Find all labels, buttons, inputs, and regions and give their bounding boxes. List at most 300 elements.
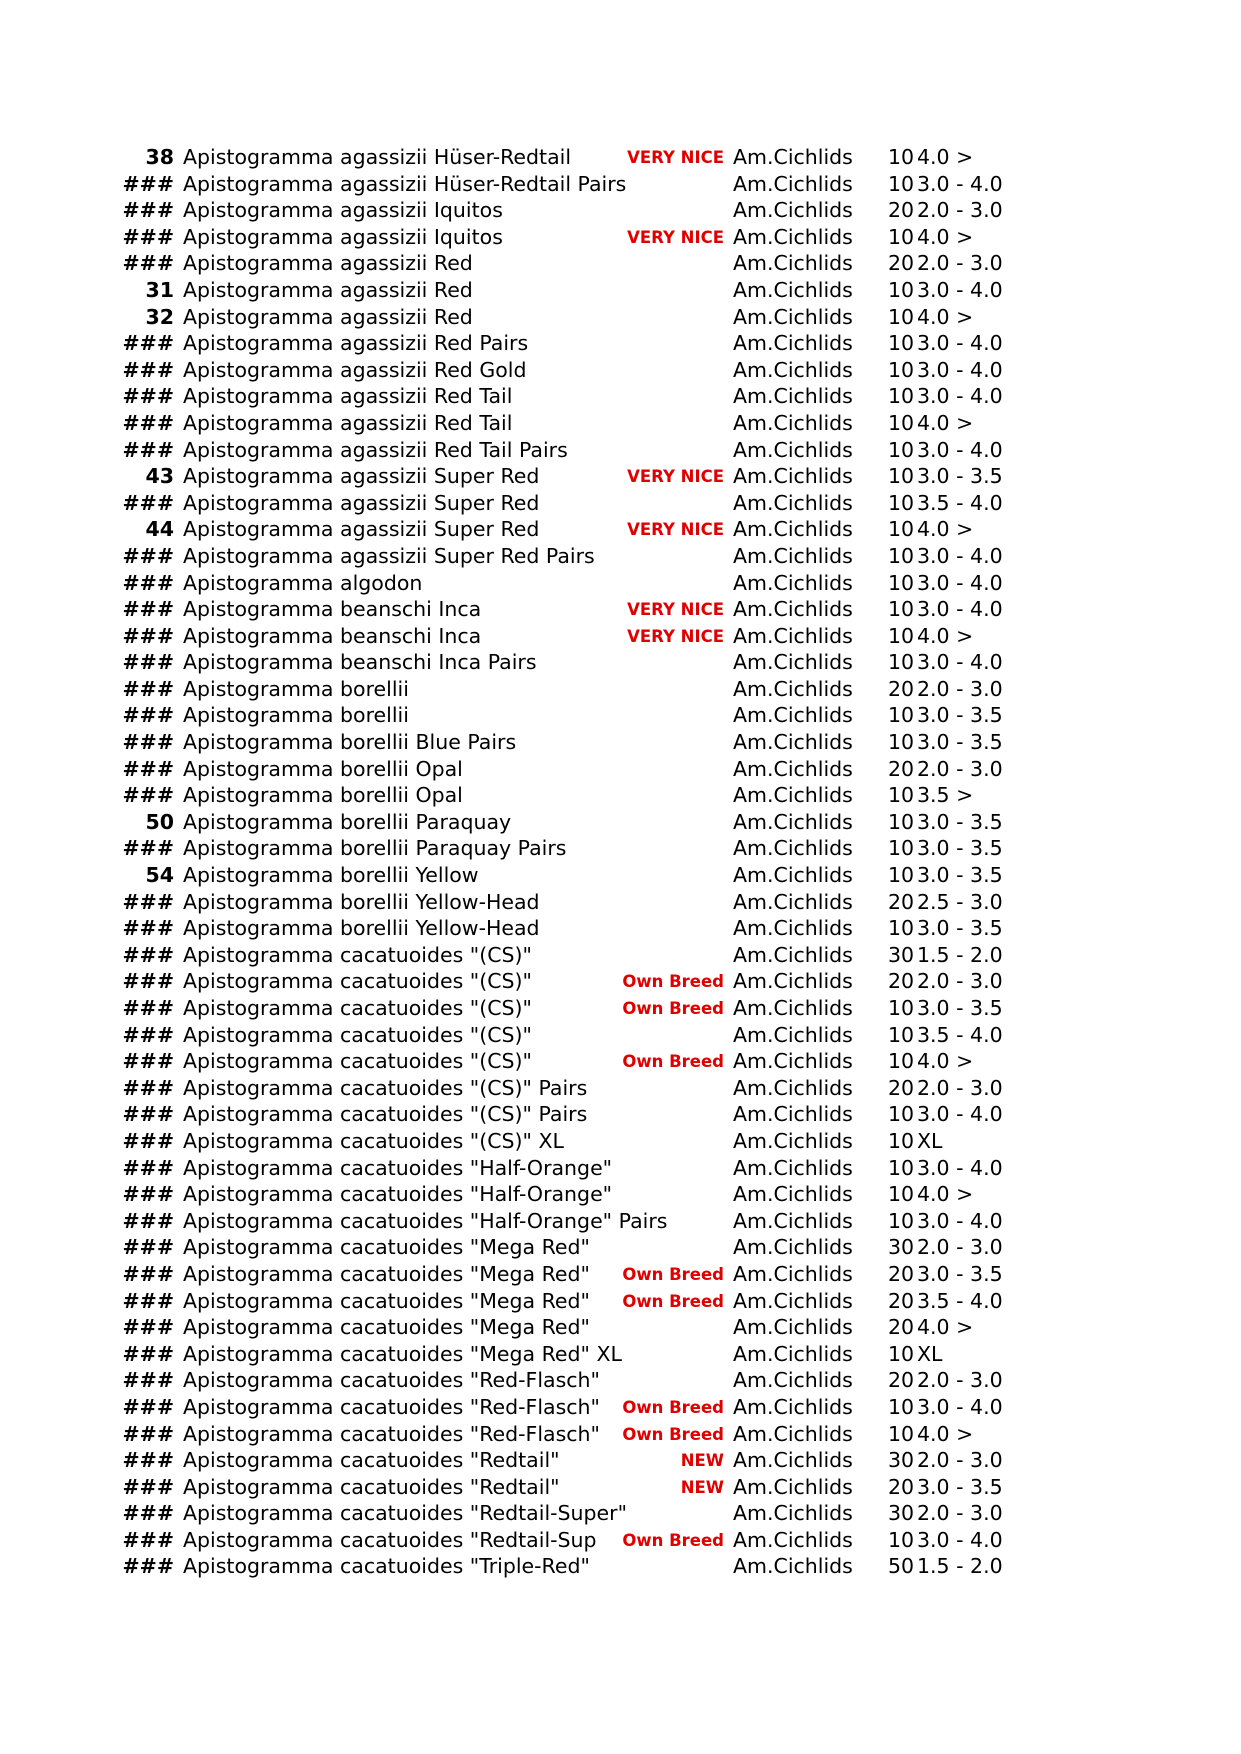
- size-range: 2.0 - 3.0: [917, 1448, 1003, 1473]
- category-label: Am.Cichlids: [733, 1474, 853, 1499]
- size-range: 3.0 - 4.0: [917, 570, 1003, 595]
- quantity: 20: [888, 1288, 915, 1313]
- item-code: 43: [145, 464, 174, 489]
- species-name: Apistogramma borellii Yellow-Head: [183, 889, 540, 914]
- quantity: 50: [888, 1554, 915, 1579]
- list-row: [0, 1314, 1241, 1341]
- size-range: 3.0 - 4.0: [917, 543, 1003, 568]
- size-range: 4.0 >: [917, 1049, 974, 1074]
- quantity: 10: [888, 1182, 915, 1207]
- species-name: Apistogramma cacatuoides "Mega Red": [183, 1235, 590, 1260]
- size-range: 3.0 - 4.0: [917, 1394, 1003, 1419]
- size-range: 3.0 - 4.0: [917, 1208, 1003, 1233]
- size-range: 3.0 - 4.0: [917, 1155, 1003, 1180]
- species-name: Apistogramma agassizii Iquitos: [183, 198, 503, 223]
- quantity: 10: [888, 145, 915, 169]
- list-row: [0, 702, 1241, 729]
- category-label: Am.Cichlids: [733, 1261, 853, 1286]
- category-label: Am.Cichlids: [733, 570, 853, 595]
- size-range: 4.0 >: [917, 517, 974, 542]
- category-label: Am.Cichlids: [733, 437, 853, 462]
- list-row: [0, 1288, 1241, 1315]
- species-name: Apistogramma agassizii Red: [183, 277, 473, 302]
- category-label: Am.Cichlids: [733, 1527, 853, 1552]
- species-name: Apistogramma cacatuoides "(CS)" Pairs: [183, 1102, 588, 1127]
- species-name: Apistogramma cacatuoides "(CS)" XL: [183, 1128, 564, 1153]
- quality-tag: NEW: [680, 1451, 724, 1471]
- size-range: 2.5 - 3.0: [917, 889, 1003, 914]
- item-code: ###: [122, 836, 174, 861]
- size-range: 4.0 >: [917, 410, 974, 435]
- quality-tag: VERY NICE: [627, 600, 724, 620]
- quantity: 10: [888, 171, 915, 196]
- quantity: 20: [888, 1474, 915, 1499]
- species-name: Apistogramma cacatuoides "Mega Red": [183, 1315, 590, 1340]
- size-range: 4.0 >: [917, 1315, 974, 1340]
- item-code: 50: [145, 809, 174, 834]
- quantity: 30: [888, 1448, 915, 1473]
- item-code: ###: [122, 1102, 174, 1127]
- quality-tag: VERY NICE: [627, 148, 724, 167]
- species-name: Apistogramma borellii: [183, 676, 409, 701]
- list-row: [0, 889, 1241, 916]
- item-code: ###: [122, 996, 174, 1020]
- quantity: 10: [888, 1155, 915, 1180]
- size-range: 2.0 - 3.0: [917, 1368, 1003, 1393]
- list-row: [0, 676, 1241, 703]
- item-code: ###: [122, 1288, 174, 1313]
- item-code: ###: [122, 331, 174, 356]
- quality-tag: VERY NICE: [627, 626, 724, 646]
- size-range: 3.0 - 4.0: [917, 1527, 1003, 1552]
- item-code: ###: [122, 889, 174, 914]
- species-name: Apistogramma cacatuoides "Mega Red": [183, 1288, 590, 1313]
- quality-tag: Own Breed: [622, 972, 724, 992]
- size-range: 3.0 - 4.0: [917, 171, 1003, 196]
- species-name: Apistogramma agassizii Red: [183, 251, 473, 276]
- item-code: ###: [122, 1315, 174, 1340]
- category-label: Am.Cichlids: [733, 464, 853, 489]
- species-name: Apistogramma agassizii Red Gold: [183, 357, 527, 382]
- quantity: 20: [888, 969, 915, 994]
- list-row: [0, 410, 1241, 437]
- species-name: Apistogramma agassizii Super Red: [183, 464, 540, 489]
- quality-tag: Own Breed: [622, 1424, 724, 1444]
- list-row: [0, 437, 1241, 464]
- species-name: Apistogramma borellii Yellow-Head: [183, 916, 540, 941]
- list-row: [0, 1367, 1241, 1394]
- quantity: 10: [888, 1208, 915, 1233]
- species-name: Apistogramma beanschi Inca Pairs: [183, 650, 537, 675]
- category-label: Am.Cichlids: [733, 676, 853, 701]
- quantity: 10: [888, 730, 915, 755]
- quantity: 10: [888, 1049, 915, 1074]
- category-label: Am.Cichlids: [733, 650, 853, 675]
- size-range: 2.0 - 3.0: [917, 1235, 1003, 1260]
- species-name: Apistogramma agassizii Red Tail Pairs: [183, 437, 568, 462]
- species-name: Apistogramma cacatuoides "Redtail-Sup: [183, 1527, 597, 1552]
- category-label: Am.Cichlids: [733, 331, 853, 356]
- quantity: 10: [888, 410, 915, 435]
- category-label: Am.Cichlids: [733, 916, 853, 941]
- category-label: Am.Cichlids: [733, 703, 853, 728]
- species-name: Apistogramma borellii Paraquay Pairs: [183, 836, 567, 861]
- category-label: Am.Cichlids: [733, 1155, 853, 1180]
- fish-stock-list: [0, 144, 1241, 1580]
- size-range: 3.0 - 3.5: [917, 916, 1003, 941]
- species-name: Apistogramma cacatuoides "(CS)": [183, 1049, 532, 1074]
- size-range: 3.0 - 4.0: [917, 1102, 1003, 1127]
- species-name: Apistogramma cacatuoides "(CS)": [183, 969, 532, 994]
- category-label: Am.Cichlids: [733, 1128, 853, 1153]
- species-name: Apistogramma agassizii Iquitos: [183, 224, 503, 249]
- species-name: Apistogramma cacatuoides "Half-Orange" Pairs: [183, 1208, 668, 1233]
- item-code: 44: [145, 517, 174, 542]
- item-code: ###: [122, 969, 174, 994]
- category-label: Am.Cichlids: [733, 996, 853, 1020]
- quantity: 10: [888, 809, 915, 834]
- category-label: Am.Cichlids: [733, 145, 853, 169]
- item-code: 38: [145, 145, 174, 169]
- category-label: Am.Cichlids: [733, 623, 853, 648]
- size-range: XL: [917, 1128, 943, 1153]
- category-label: Am.Cichlids: [733, 1421, 853, 1446]
- list-row: [0, 756, 1241, 783]
- quantity: 10: [888, 703, 915, 728]
- size-range: 2.0 - 3.0: [917, 1075, 1003, 1100]
- list-row: [0, 463, 1241, 490]
- item-code: ###: [122, 916, 174, 941]
- size-range: 1.5 - 2.0: [917, 942, 1003, 967]
- size-range: 4.0 >: [917, 145, 974, 169]
- category-label: Am.Cichlids: [733, 1182, 853, 1207]
- species-name: Apistogramma cacatuoides "(CS)": [183, 996, 532, 1020]
- category-label: Am.Cichlids: [733, 730, 853, 755]
- category-label: Am.Cichlids: [733, 889, 853, 914]
- category-label: Am.Cichlids: [733, 809, 853, 834]
- quality-tag: NEW: [680, 1477, 724, 1497]
- list-row: [0, 1474, 1241, 1501]
- item-code: ###: [122, 1155, 174, 1180]
- list-row: [0, 862, 1241, 889]
- quality-tag: Own Breed: [622, 1397, 724, 1417]
- item-code: 54: [145, 863, 174, 888]
- item-code: ###: [122, 1208, 174, 1233]
- category-label: Am.Cichlids: [733, 357, 853, 382]
- item-code: ###: [122, 198, 174, 223]
- item-code: ###: [122, 224, 174, 249]
- item-code: ###: [122, 676, 174, 701]
- item-code: ###: [122, 1448, 174, 1473]
- quantity: 10: [888, 1128, 915, 1153]
- species-name: Apistogramma borellii: [183, 703, 409, 728]
- size-range: 3.5 - 4.0: [917, 490, 1003, 515]
- size-range: 4.0 >: [917, 623, 974, 648]
- species-name: Apistogramma beanschi Inca: [183, 597, 482, 622]
- quantity: 10: [888, 623, 915, 648]
- size-range: 2.0 - 3.0: [917, 251, 1003, 276]
- list-row: [0, 1181, 1241, 1208]
- category-label: Am.Cichlids: [733, 1554, 853, 1579]
- quantity: 10: [888, 1102, 915, 1127]
- category-label: Am.Cichlids: [733, 224, 853, 249]
- size-range: 2.0 - 3.0: [917, 969, 1003, 994]
- species-name: Apistogramma cacatuoides "Half-Orange": [183, 1182, 613, 1207]
- size-range: 3.0 - 4.0: [917, 437, 1003, 462]
- size-range: 3.5 >: [917, 783, 974, 808]
- quantity: 10: [888, 517, 915, 542]
- quantity: 20: [888, 1075, 915, 1100]
- category-label: Am.Cichlids: [733, 1235, 853, 1260]
- size-range: XL: [917, 1341, 943, 1366]
- category-label: Am.Cichlids: [733, 410, 853, 435]
- list-row: [0, 1208, 1241, 1235]
- species-name: Apistogramma agassizii Red Tail: [183, 410, 513, 435]
- species-name: Apistogramma cacatuoides "Triple-Red": [183, 1554, 590, 1579]
- quantity: 10: [888, 357, 915, 382]
- size-range: 3.0 - 3.5: [917, 464, 1003, 489]
- quantity: 10: [888, 490, 915, 515]
- species-name: Apistogramma agassizii Red Tail: [183, 384, 513, 409]
- item-code: ###: [122, 543, 174, 568]
- quantity: 10: [888, 437, 915, 462]
- category-label: Am.Cichlids: [733, 1102, 853, 1127]
- species-name: Apistogramma agassizii Red: [183, 304, 473, 329]
- category-label: Am.Cichlids: [733, 597, 853, 622]
- list-row: [0, 1341, 1241, 1368]
- list-row: [0, 516, 1241, 543]
- size-range: 2.0 - 3.0: [917, 1501, 1003, 1526]
- item-code: ###: [122, 490, 174, 515]
- size-range: 3.5 - 4.0: [917, 1288, 1003, 1313]
- list-row: [0, 171, 1241, 198]
- size-range: 4.0 >: [917, 1182, 974, 1207]
- quantity: 20: [888, 1261, 915, 1286]
- category-label: Am.Cichlids: [733, 942, 853, 967]
- quantity: 10: [888, 464, 915, 489]
- species-name: Apistogramma algodon: [183, 570, 423, 595]
- item-code: ###: [122, 1394, 174, 1419]
- list-row: [0, 968, 1241, 995]
- species-name: Apistogramma borellii Opal: [183, 756, 463, 781]
- species-name: Apistogramma cacatuoides "Half-Orange": [183, 1155, 613, 1180]
- quantity: 20: [888, 889, 915, 914]
- list-row: [0, 490, 1241, 517]
- category-label: Am.Cichlids: [733, 1208, 853, 1233]
- category-label: Am.Cichlids: [733, 304, 853, 329]
- quantity: 10: [888, 1341, 915, 1366]
- item-code: ###: [122, 1474, 174, 1499]
- item-code: ###: [122, 410, 174, 435]
- species-name: Apistogramma cacatuoides "(CS)": [183, 1022, 532, 1047]
- item-code: ###: [122, 1261, 174, 1286]
- item-code: ###: [122, 1128, 174, 1153]
- item-code: ###: [122, 1049, 174, 1074]
- category-label: Am.Cichlids: [733, 171, 853, 196]
- size-range: 3.0 - 4.0: [917, 331, 1003, 356]
- list-row: [0, 250, 1241, 277]
- item-code: ###: [122, 1341, 174, 1366]
- list-row: [0, 623, 1241, 650]
- category-label: Am.Cichlids: [733, 277, 853, 302]
- quantity: 10: [888, 863, 915, 888]
- category-label: Am.Cichlids: [733, 490, 853, 515]
- list-row: [0, 729, 1241, 756]
- item-code: 32: [145, 304, 174, 329]
- species-name: Apistogramma cacatuoides "Mega Red" XL: [183, 1341, 622, 1366]
- quantity: 10: [888, 1022, 915, 1047]
- category-label: Am.Cichlids: [733, 756, 853, 781]
- item-code: ###: [122, 1182, 174, 1207]
- quantity: 10: [888, 597, 915, 622]
- size-range: 2.0 - 3.0: [917, 198, 1003, 223]
- list-row: [0, 357, 1241, 384]
- item-code: ###: [122, 1075, 174, 1100]
- category-label: Am.Cichlids: [733, 863, 853, 888]
- quality-tag: Own Breed: [622, 1052, 724, 1072]
- item-code: ###: [122, 251, 174, 276]
- list-row: [0, 995, 1241, 1022]
- item-code: ###: [122, 570, 174, 595]
- quantity: 20: [888, 676, 915, 701]
- category-label: Am.Cichlids: [733, 1394, 853, 1419]
- item-code: ###: [122, 1421, 174, 1446]
- list-row: [0, 915, 1241, 942]
- category-label: Am.Cichlids: [733, 1288, 853, 1313]
- quantity: 30: [888, 1235, 915, 1260]
- list-row: [0, 383, 1241, 410]
- quantity: 20: [888, 251, 915, 276]
- quality-tag: Own Breed: [622, 1530, 724, 1550]
- quantity: 30: [888, 942, 915, 967]
- size-range: 3.0 - 3.5: [917, 809, 1003, 834]
- list-row: [0, 1022, 1241, 1049]
- species-name: Apistogramma borellii Blue Pairs: [183, 730, 517, 755]
- category-label: Am.Cichlids: [733, 1448, 853, 1473]
- list-row: [0, 1128, 1241, 1155]
- species-name: Apistogramma agassizii Super Red: [183, 517, 540, 542]
- item-code: ###: [122, 1501, 174, 1526]
- list-row: [0, 1048, 1241, 1075]
- list-row: [0, 1394, 1241, 1421]
- list-row: [0, 1447, 1241, 1474]
- quantity: 10: [888, 331, 915, 356]
- quantity: 10: [888, 1527, 915, 1552]
- size-range: 2.0 - 3.0: [917, 756, 1003, 781]
- size-range: 3.0 - 3.5: [917, 703, 1003, 728]
- species-name: Apistogramma agassizii Hüser-Redtail: [183, 145, 572, 169]
- quantity: 20: [888, 1315, 915, 1340]
- item-code: ###: [122, 1527, 174, 1552]
- item-code: ###: [122, 703, 174, 728]
- quantity: 10: [888, 836, 915, 861]
- item-code: ###: [122, 623, 174, 648]
- item-code: ###: [122, 783, 174, 808]
- quantity: 30: [888, 1501, 915, 1526]
- size-range: 3.0 - 3.5: [917, 1261, 1003, 1286]
- list-row: [0, 1500, 1241, 1527]
- item-code: ###: [122, 384, 174, 409]
- species-name: Apistogramma agassizii Super Red Pairs: [183, 543, 595, 568]
- list-row: [0, 835, 1241, 862]
- quality-tag: VERY NICE: [627, 467, 724, 487]
- size-range: 3.0 - 4.0: [917, 597, 1003, 622]
- size-range: 3.5 - 4.0: [917, 1022, 1003, 1047]
- category-label: Am.Cichlids: [733, 384, 853, 409]
- item-code: ###: [122, 756, 174, 781]
- item-code: ###: [122, 650, 174, 675]
- species-name: Apistogramma borellii Yellow: [183, 863, 479, 888]
- species-name: Apistogramma agassizii Super Red: [183, 490, 540, 515]
- category-label: Am.Cichlids: [733, 783, 853, 808]
- category-label: Am.Cichlids: [733, 198, 853, 223]
- quality-tag: Own Breed: [622, 1264, 724, 1284]
- quantity: 10: [888, 650, 915, 675]
- species-name: Apistogramma cacatuoides "Mega Red": [183, 1261, 590, 1286]
- list-row: [0, 1421, 1241, 1448]
- species-name: Apistogramma cacatuoides "Redtail": [183, 1474, 560, 1499]
- quality-tag: VERY NICE: [627, 227, 724, 247]
- list-row: [0, 596, 1241, 623]
- category-label: Am.Cichlids: [733, 543, 853, 568]
- species-name: Apistogramma cacatuoides "Red-Flasch": [183, 1421, 600, 1446]
- species-name: Apistogramma beanschi Inca: [183, 623, 482, 648]
- quantity: 20: [888, 1368, 915, 1393]
- size-range: 4.0 >: [917, 1421, 974, 1446]
- size-range: 3.0 - 3.5: [917, 863, 1003, 888]
- species-name: Apistogramma cacatuoides "Red-Flasch": [183, 1394, 600, 1419]
- list-row: [0, 1553, 1241, 1580]
- item-code: ###: [122, 1235, 174, 1260]
- size-range: 1.5 - 2.0: [917, 1554, 1003, 1579]
- item-code: ###: [122, 942, 174, 967]
- species-name: Apistogramma cacatuoides "Red-Flasch": [183, 1368, 600, 1393]
- quantity: 10: [888, 277, 915, 302]
- category-label: Am.Cichlids: [733, 1501, 853, 1526]
- quantity: 20: [888, 198, 915, 223]
- list-row: [0, 1101, 1241, 1128]
- size-range: 3.0 - 3.5: [917, 996, 1003, 1020]
- category-label: Am.Cichlids: [733, 836, 853, 861]
- size-range: 3.0 - 3.5: [917, 730, 1003, 755]
- quantity: 10: [888, 570, 915, 595]
- item-code: ###: [122, 1554, 174, 1579]
- size-range: 3.0 - 3.5: [917, 836, 1003, 861]
- quality-tag: VERY NICE: [627, 520, 724, 540]
- list-row: [0, 649, 1241, 676]
- size-range: 3.0 - 4.0: [917, 650, 1003, 675]
- quantity: 10: [888, 916, 915, 941]
- list-row: [0, 570, 1241, 597]
- species-name: Apistogramma borellii Opal: [183, 783, 463, 808]
- category-label: Am.Cichlids: [733, 517, 853, 542]
- item-code: ###: [122, 730, 174, 755]
- list-row: [0, 782, 1241, 809]
- item-code: ###: [122, 1368, 174, 1393]
- species-name: Apistogramma borellii Paraquay: [183, 809, 512, 834]
- species-name: Apistogramma cacatuoides "Redtail-Super": [183, 1501, 628, 1526]
- quality-tag: Own Breed: [622, 1291, 724, 1311]
- size-range: 3.0 - 4.0: [917, 384, 1003, 409]
- quantity: 20: [888, 756, 915, 781]
- item-code: ###: [122, 597, 174, 622]
- species-name: Apistogramma agassizii Hüser-Redtail Pairs: [183, 171, 627, 196]
- list-row: [0, 1527, 1241, 1554]
- list-row: [0, 1155, 1241, 1182]
- category-label: Am.Cichlids: [733, 969, 853, 994]
- size-range: 2.0 - 3.0: [917, 676, 1003, 701]
- category-label: Am.Cichlids: [733, 251, 853, 276]
